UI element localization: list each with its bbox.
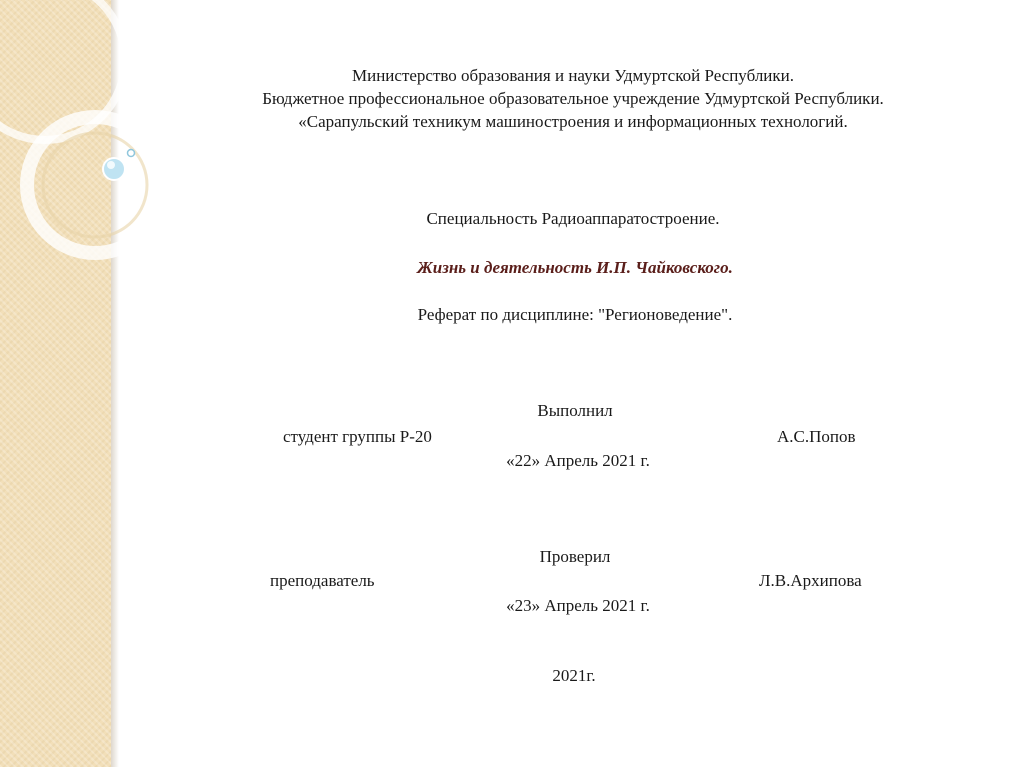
- bubble-highlight: [107, 161, 115, 169]
- performed-heading: Выполнил: [537, 401, 613, 420]
- header-line-3: «Сарапульский техникум машиностроения и информационных технологий.: [298, 112, 848, 131]
- arc-ring-small: [27, 117, 163, 253]
- performed-role: студент группы Р-20: [283, 427, 432, 446]
- performed-date: «22» Апрель 2021 г.: [506, 451, 650, 470]
- checked-name: Л.В.Архипова: [759, 571, 862, 590]
- bubble-large: [103, 158, 125, 180]
- bubble-small: [128, 150, 135, 157]
- header-line-1: Министерство образования и науки Удмуртской Республики.: [351, 66, 795, 85]
- checked-heading: Проверил: [539, 547, 611, 566]
- document-subtitle: Реферат по дисциплине: "Регионоведение".: [417, 305, 733, 324]
- specialty: Специальность Радиоаппаратостроение.: [426, 209, 720, 228]
- checked-date: «23» Апрель 2021 г.: [506, 596, 650, 615]
- performed-name: А.С.Попов: [777, 427, 856, 446]
- checked-role: преподаватель: [270, 571, 375, 590]
- year: 2021г.: [552, 666, 596, 685]
- decorative-arcs: [0, 0, 200, 320]
- document-title: Жизнь и деятельность И.П. Чайковского.: [417, 258, 733, 277]
- header-line-2: Бюджетное профессиональное образовательное учреждение Удмуртской Республики.: [262, 89, 884, 108]
- arc-ring-inner: [43, 133, 147, 237]
